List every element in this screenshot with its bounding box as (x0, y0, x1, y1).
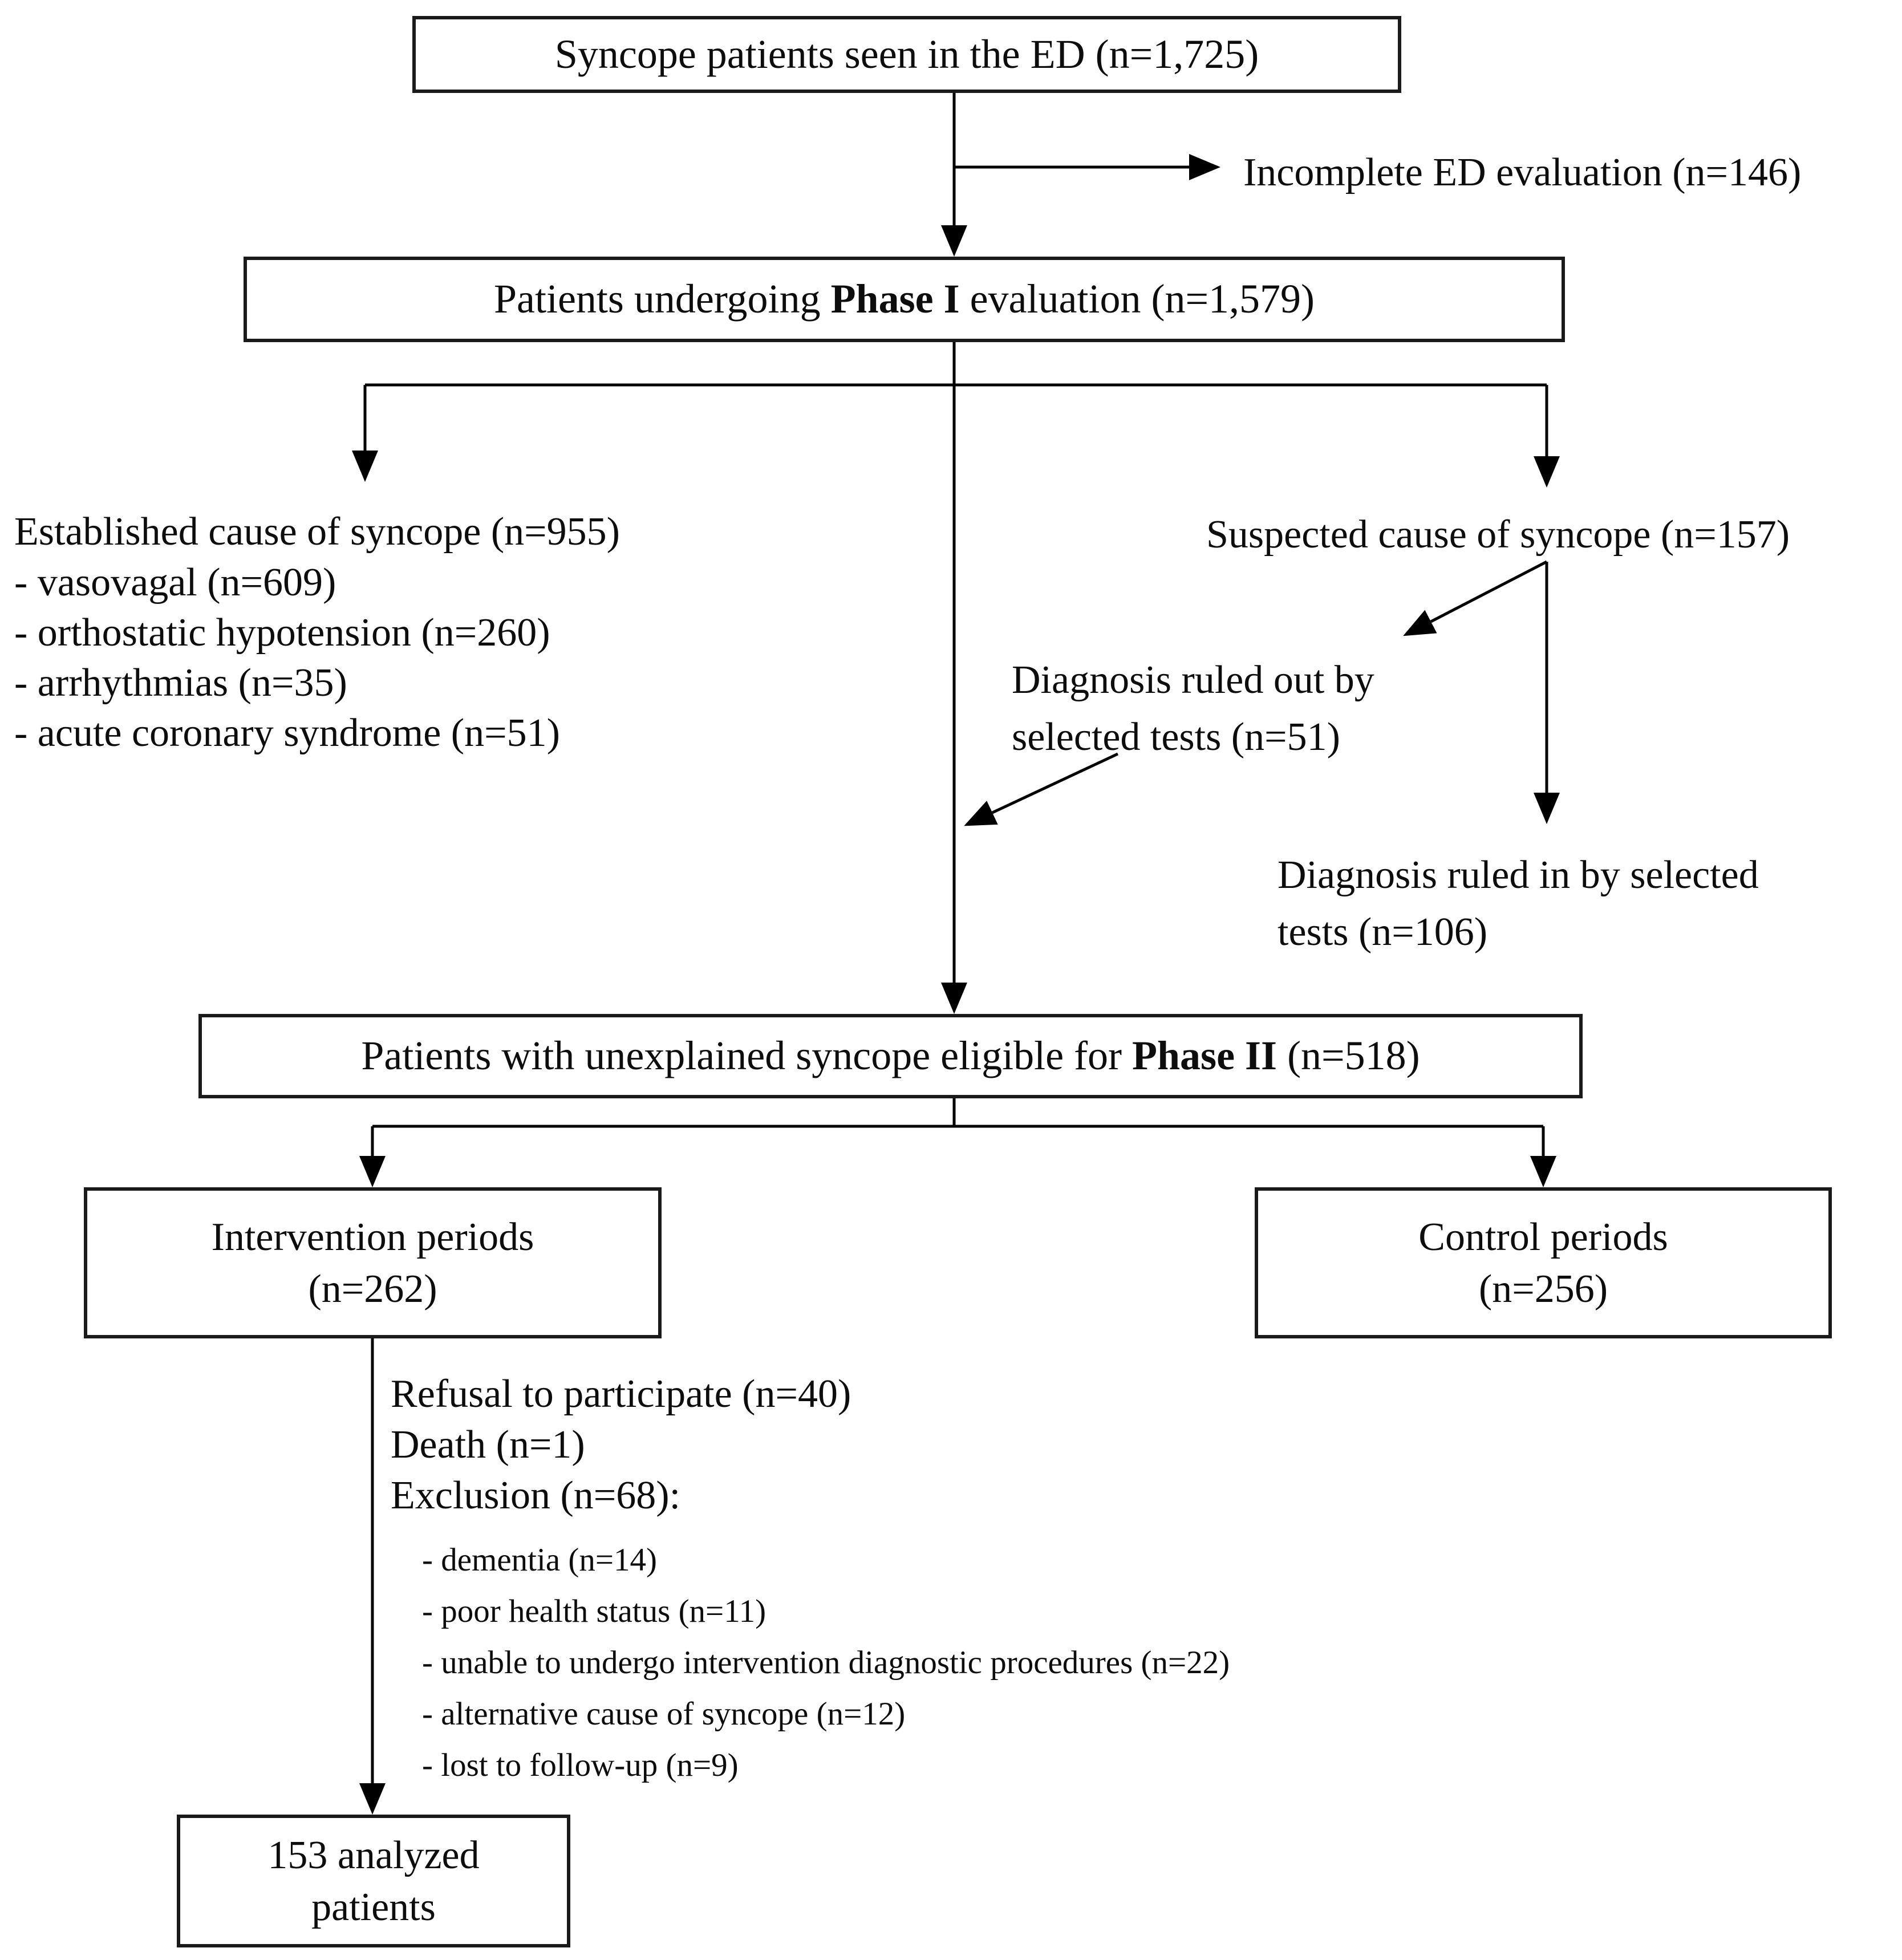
label-ruled-in-line2: tests (n=106) (1278, 910, 1488, 955)
box-intervention-line1: Intervention periods (211, 1215, 534, 1259)
attrition-death: Death (n=1) (391, 1423, 585, 1467)
attrition-refusal: Refusal to participate (n=40) (391, 1372, 851, 1416)
exclusion-item-unable-procedures: - unable to undergo intervention diagnostic procedures (n=22) (422, 1645, 1230, 1681)
established-heading: Established cause of syncope (n=955) (14, 510, 620, 554)
established-item-vasovagal: - vasovagal (n=609) (14, 561, 336, 604)
phase1-bold-text: Phase I (830, 276, 960, 322)
box-phase1-evaluation (244, 257, 1565, 342)
box-ed-patients-text: Syncope patients seen in the ED (n=1,725) (554, 31, 1259, 77)
label-ruled-out-line2: selected tests (n=51) (1012, 715, 1340, 760)
box-phase2-eligible (198, 1014, 1583, 1098)
phase2-bold-text: Phase II (1132, 1033, 1278, 1079)
box-control-line1: Control periods (1418, 1215, 1668, 1259)
established-item-acute-coronary: - acute coronary syndrome (n=51) (14, 711, 560, 755)
box-analyzed-line1: 153 analyzed (267, 1833, 480, 1877)
exclusion-item-lost-followup: - lost to follow-up (n=9) (422, 1747, 739, 1783)
label-ruled-out-line1: Diagnosis ruled out by (1012, 658, 1374, 702)
label-incomplete-evaluation: Incomplete ED evaluation (n=146) (1243, 151, 1802, 194)
box-phase1-text: Patients undergoing Phase I evaluation (n=1,579) (493, 276, 1315, 322)
box-control-periods (1255, 1187, 1832, 1338)
box-intervention-periods (84, 1187, 662, 1338)
box-analyzed-patients (177, 1815, 570, 1947)
label-diagnosis-ruled-in (1278, 847, 1759, 961)
attrition-exclusion: Exclusion (n=68): (391, 1474, 681, 1517)
established-item-orthostatic: - orthostatic hypotension (n=260) (14, 611, 550, 655)
label-ruled-in-line1: Diagnosis ruled in by selected (1278, 853, 1759, 897)
exclusion-sub-list (391, 1535, 1230, 1791)
label-suspected-cause: Suspected cause of syncope (n=157) (1206, 513, 1790, 557)
exclusion-item-dementia: - dementia (n=14) (422, 1542, 657, 1578)
established-item-arrhythmias: - arrhythmias (n=35) (14, 661, 347, 705)
box-analyzed-line2: patients (311, 1885, 436, 1929)
box-phase2-text: Patients with unexplained syncope eligible for Phase II (n=518) (361, 1033, 1420, 1079)
box-ed-patients (412, 16, 1401, 93)
label-diagnosis-ruled-out (1012, 652, 1374, 766)
box-intervention-line2: (n=262) (308, 1267, 437, 1311)
connector-suspected-to-ruled-out (1431, 562, 1547, 622)
exclusion-item-poor-health: - poor health status (n=11) (422, 1593, 767, 1629)
box-control-line2: (n=256) (1478, 1267, 1608, 1311)
exclusion-item-alternative-cause: - alternative cause of syncope (n=12) (422, 1696, 906, 1732)
established-cause-block (14, 506, 620, 758)
attrition-block (391, 1369, 1230, 1791)
